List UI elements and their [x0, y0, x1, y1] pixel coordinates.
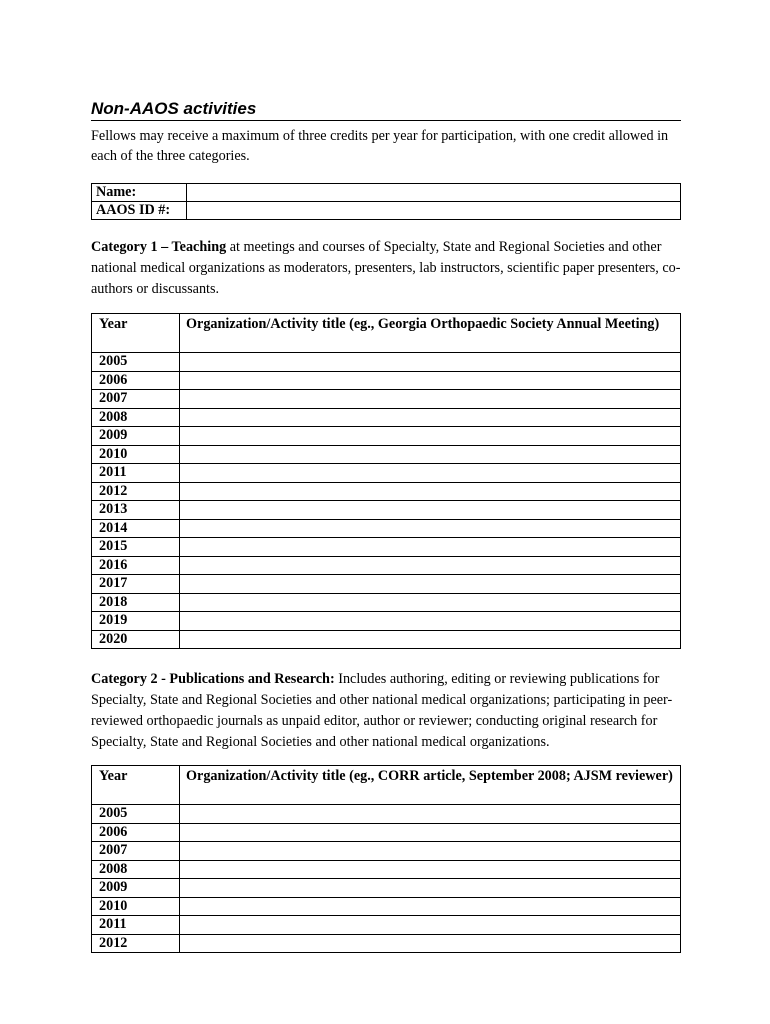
category-1-table [91, 313, 681, 649]
table-row [92, 371, 681, 390]
table-row [92, 390, 681, 409]
activity-column-header: Organization/Activity title (eg., CORR article, September 2008; AJSM reviewer) [180, 766, 681, 805]
activity-input-cell[interactable] [180, 464, 681, 483]
activity-input-cell[interactable] [180, 575, 681, 594]
year-cell: 2014 [92, 519, 180, 538]
activity-input-cell[interactable] [180, 805, 681, 824]
activity-input-cell[interactable] [180, 593, 681, 612]
activity-input-cell[interactable] [180, 408, 681, 427]
table-row [92, 445, 681, 464]
year-cell: 2007 [92, 390, 180, 409]
year-cell: 2019 [92, 612, 180, 631]
year-column-header: Year [92, 766, 180, 805]
page-title: Non-AAOS activities [91, 98, 681, 121]
activity-input-cell[interactable] [180, 482, 681, 501]
year-cell: 2010 [92, 445, 180, 464]
category-1-title: Category 1 – Teaching [91, 239, 227, 255]
table-row [92, 464, 681, 483]
table-row [92, 556, 681, 575]
category-2-description [91, 669, 681, 753]
table-row [92, 879, 681, 898]
year-cell: 2006 [92, 371, 180, 390]
year-cell: 2020 [92, 630, 180, 649]
activity-input-cell[interactable] [180, 879, 681, 898]
category-2-table [91, 765, 681, 953]
year-cell: 2009 [92, 879, 180, 898]
aaos-id-label: AAOS ID #: [92, 202, 187, 220]
form-page [91, 98, 681, 953]
name-field[interactable] [187, 184, 681, 202]
table-row [92, 575, 681, 594]
year-cell: 2016 [92, 556, 180, 575]
year-cell: 2013 [92, 501, 180, 520]
year-cell: 2009 [92, 427, 180, 446]
activity-input-cell[interactable] [180, 556, 681, 575]
table-row [92, 860, 681, 879]
activity-input-cell[interactable] [180, 823, 681, 842]
table-header-row [92, 314, 681, 353]
table-row [92, 538, 681, 557]
year-cell: 2011 [92, 464, 180, 483]
activity-input-cell[interactable] [180, 390, 681, 409]
category-2-text: Includes authoring, editing or reviewing publications for Specialty, State and Regional Societies and other national medical organizations; participating in peer-reviewed orthopaedic journals as unpaid editor, author or reviewer; conducting original research for Specialty, State and Regional Societies and other national medical organizations. [91, 671, 673, 750]
table-row [92, 934, 681, 953]
year-cell: 2010 [92, 897, 180, 916]
activity-input-cell[interactable] [180, 353, 681, 372]
activity-input-cell[interactable] [180, 934, 681, 953]
year-cell: 2012 [92, 934, 180, 953]
activity-input-cell[interactable] [180, 445, 681, 464]
table-header-row [92, 766, 681, 805]
table-row [92, 897, 681, 916]
table-row [92, 630, 681, 649]
table-row [92, 408, 681, 427]
id-table [91, 183, 681, 220]
table-row [92, 427, 681, 446]
table-row [92, 593, 681, 612]
year-cell: 2008 [92, 860, 180, 879]
activity-input-cell[interactable] [180, 916, 681, 935]
year-cell: 2008 [92, 408, 180, 427]
table-row [92, 519, 681, 538]
activity-input-cell[interactable] [180, 501, 681, 520]
activity-input-cell[interactable] [180, 519, 681, 538]
activity-input-cell[interactable] [180, 860, 681, 879]
intro-text: Fellows may receive a maximum of three credits per year for participation, with one credit allowed in each of the three categories. [91, 128, 669, 164]
aaos-id-field[interactable] [187, 202, 681, 220]
activity-input-cell[interactable] [180, 630, 681, 649]
year-cell: 2006 [92, 823, 180, 842]
year-cell: 2017 [92, 575, 180, 594]
table-row [92, 501, 681, 520]
name-label: Name: [92, 184, 187, 202]
year-cell: 2018 [92, 593, 180, 612]
table-row [92, 916, 681, 935]
year-column-header: Year [92, 314, 180, 353]
category-1-description [91, 237, 681, 300]
table-row [92, 612, 681, 631]
table-row [92, 482, 681, 501]
activity-column-header: Organization/Activity title (eg., Georgia Orthopaedic Society Annual Meeting) [180, 314, 681, 353]
table-row [92, 823, 681, 842]
year-cell: 2015 [92, 538, 180, 557]
activity-input-cell[interactable] [180, 897, 681, 916]
table-row [92, 805, 681, 824]
year-cell: 2011 [92, 916, 180, 935]
table-row [92, 842, 681, 861]
activity-input-cell[interactable] [180, 427, 681, 446]
year-cell: 2005 [92, 353, 180, 372]
year-cell: 2007 [92, 842, 180, 861]
year-cell: 2005 [92, 805, 180, 824]
category-2-title: Category 2 - Publications and Research: [91, 671, 335, 687]
activity-input-cell[interactable] [180, 612, 681, 631]
category-1-text: at meetings and courses of Specialty, State and Regional Societies and other national medical organizations as moderators, presenters, lab instructors, scientific paper presenters, co-authors or discussants. [91, 239, 681, 297]
name-row [92, 184, 681, 202]
aaos-id-row [92, 202, 681, 220]
activity-input-cell[interactable] [180, 538, 681, 557]
activity-input-cell[interactable] [180, 842, 681, 861]
year-cell: 2012 [92, 482, 180, 501]
table-row [92, 353, 681, 372]
activity-input-cell[interactable] [180, 371, 681, 390]
